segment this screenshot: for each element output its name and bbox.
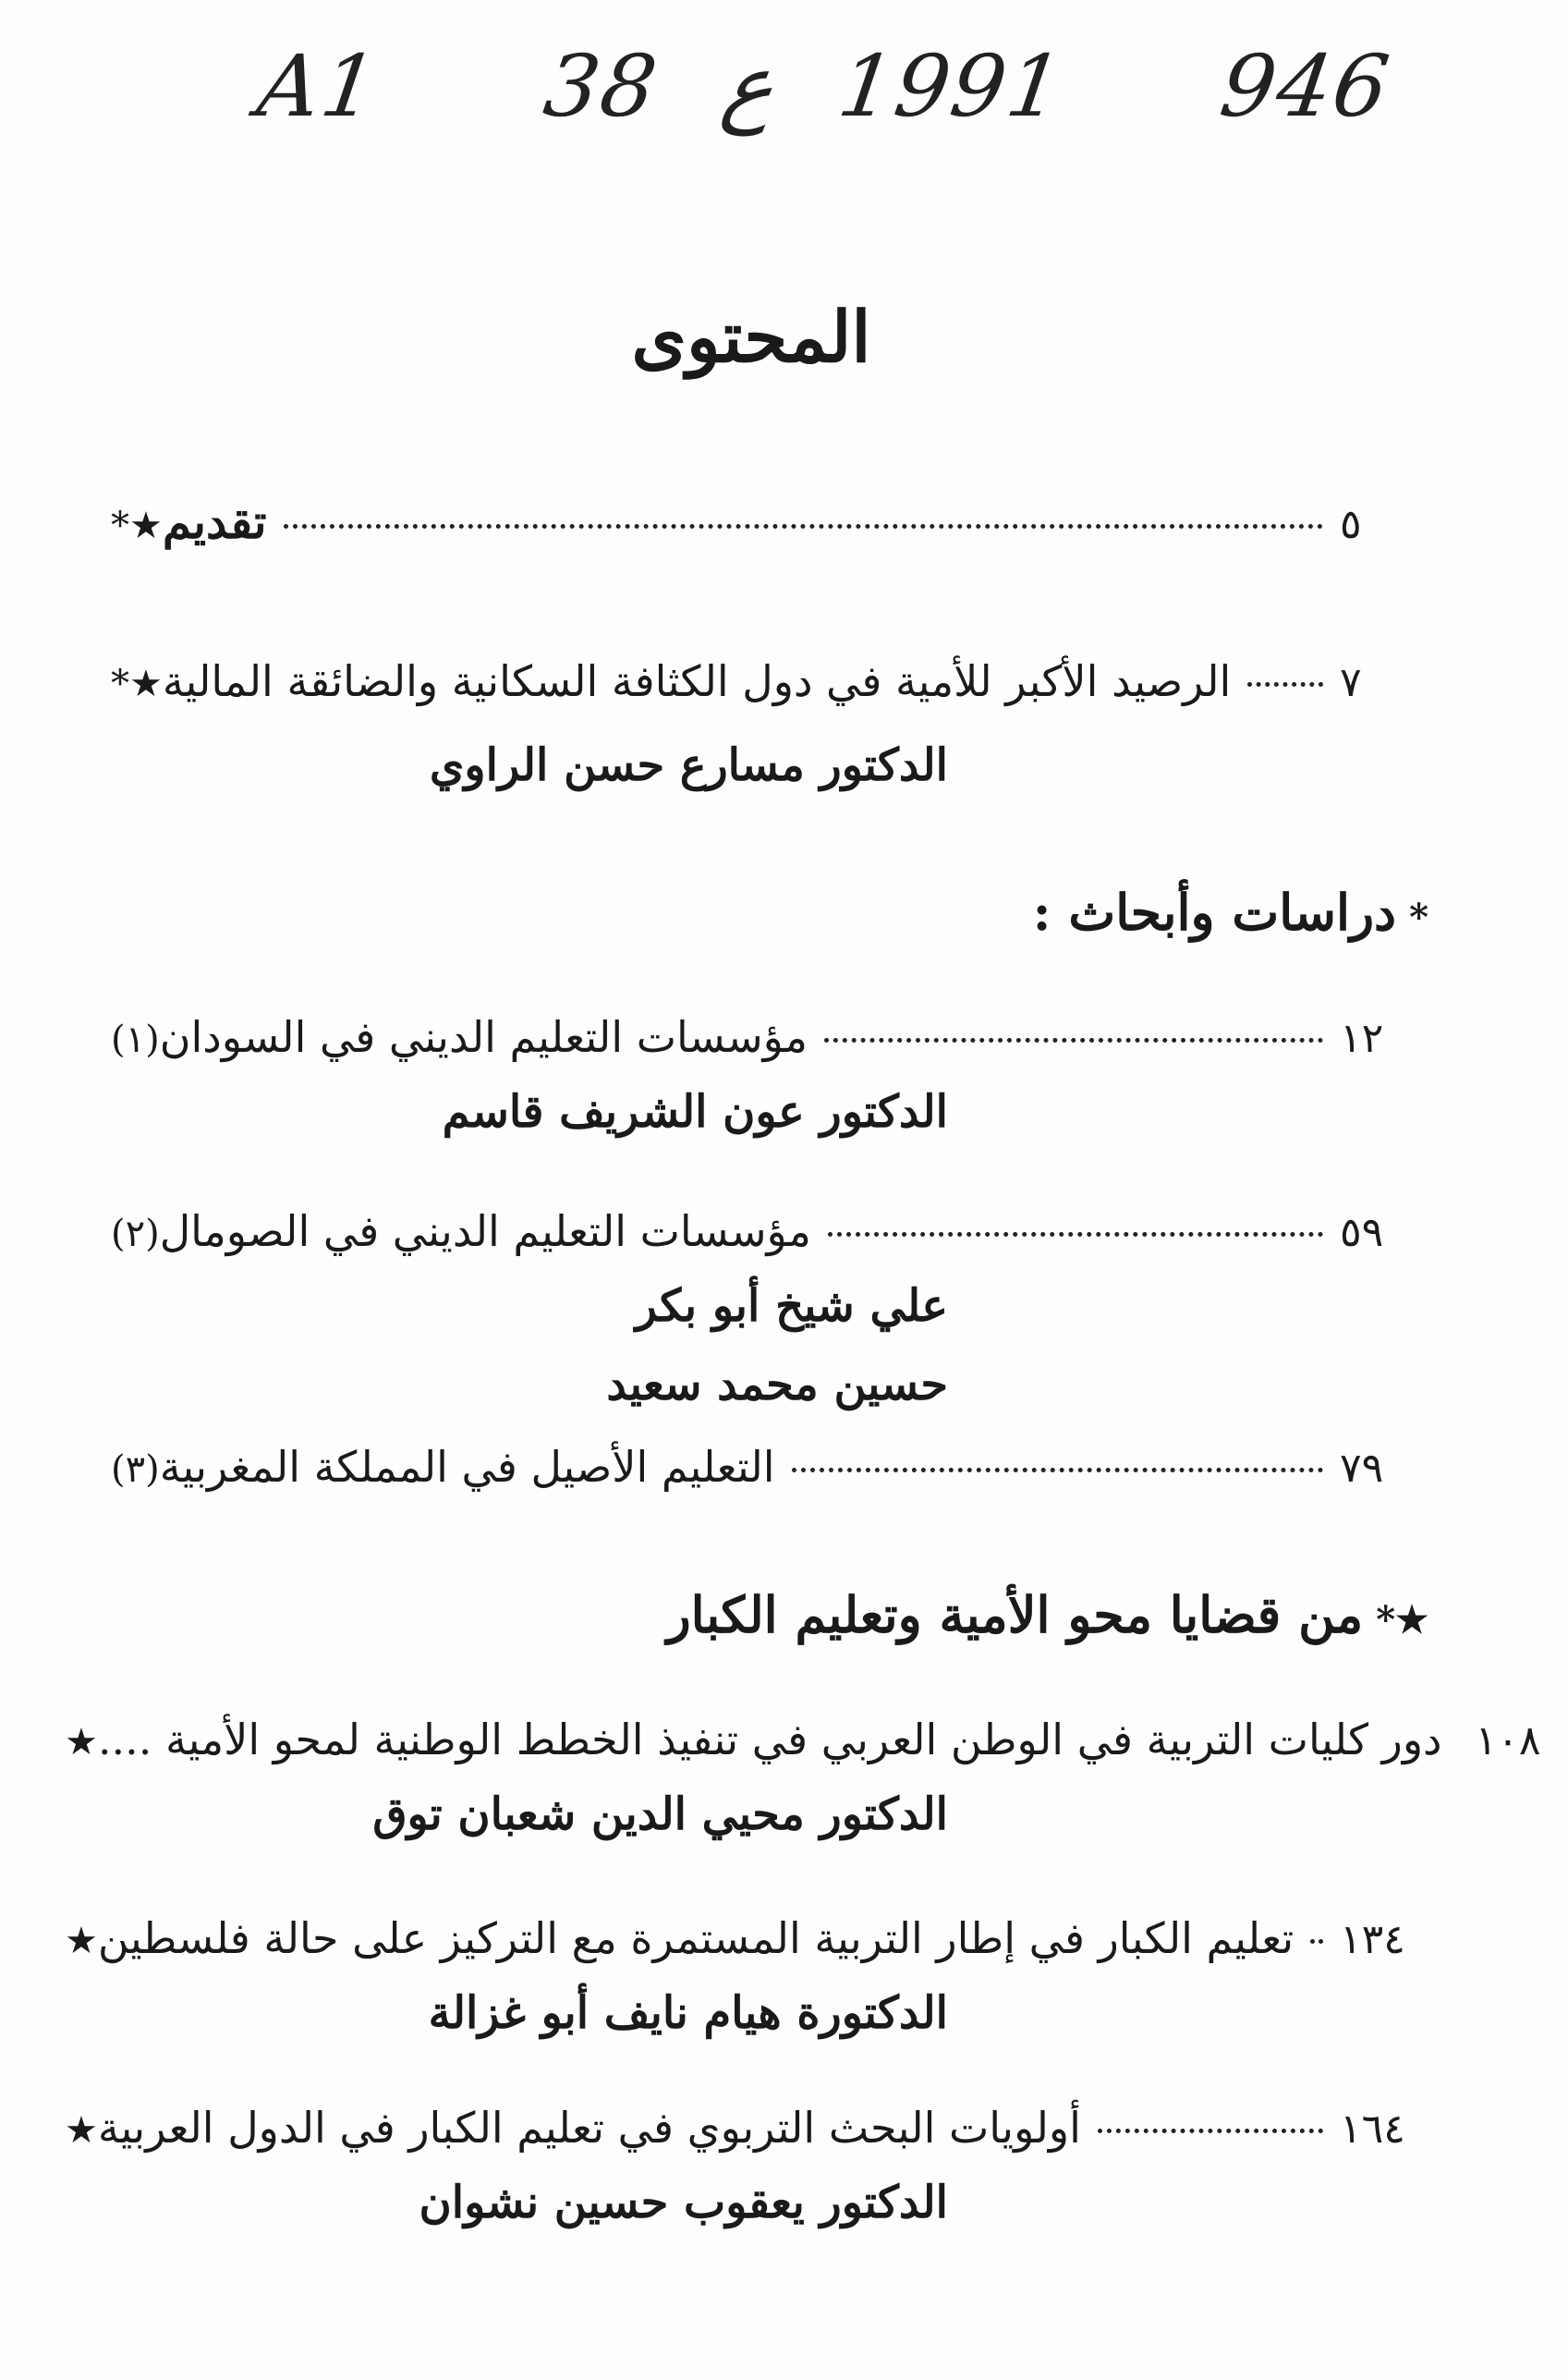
toc-author: الدكتور يعقوب حسين نشوان — [419, 2177, 948, 2228]
star-icon: ★ — [65, 1920, 98, 1962]
section-heading-label: دراسات وأبحاث : — [1032, 883, 1397, 942]
section-heading-label: من قضايا محو الأمية وتعليم الكبار — [666, 1585, 1364, 1644]
page-title: المحتوى — [631, 296, 871, 378]
star-icon: ★* — [111, 505, 163, 547]
toc-entry-label: مؤسسات التعليم الديني في السودان — [159, 1012, 808, 1062]
toc-page-number: ١٦٤ — [1340, 2105, 1405, 2153]
toc-author: الدكتورة هيام نايف أبو غزالة — [428, 1987, 948, 2039]
toc-author: علي شيخ أبو بكر — [635, 1280, 948, 1332]
handwritten-number: 946 — [1214, 37, 1397, 136]
section-heading — [667, 1585, 1428, 1644]
leader-dots — [828, 1232, 1323, 1237]
toc-entry — [102, 1442, 1432, 1492]
toc-page-number: ٧٩ — [1340, 1445, 1384, 1492]
toc-entry — [102, 494, 1432, 549]
toc-entry-label: التعليم الأصيل في المملكة المغربية — [159, 1442, 775, 1492]
toc-page-number: ٥ — [1340, 501, 1362, 548]
section-heading — [1033, 883, 1428, 942]
leader-dots — [792, 1468, 1324, 1472]
toc-entry-number: (٣) — [111, 1448, 160, 1491]
toc-entry — [102, 1206, 1432, 1256]
toc-entry — [55, 2103, 1432, 2153]
toc-entry-label: أولويات البحث التربوي في تعليم الكبار في الدول العربية — [97, 2103, 1081, 2153]
toc-page-number: ٥٩ — [1340, 1209, 1384, 1256]
toc-entry — [102, 656, 1432, 706]
star-icon: ★* — [1376, 1598, 1428, 1642]
handwritten-year: 1991 — [833, 37, 1071, 136]
toc-entry-label: مؤسسات التعليم الديني في الصومال — [159, 1206, 811, 1256]
toc-page-number: ٧ — [1340, 659, 1362, 706]
toc-page-number: ١٠٨ — [1475, 1717, 1541, 1764]
toc-entry-label: دور كليات التربية في الوطن العربي في تنفيذ الخطط الوطنية لمحو الأمية .... — [97, 1715, 1442, 1764]
asterisk-icon: * — [1409, 896, 1428, 939]
toc-entry-label: تقديم — [162, 494, 267, 549]
toc-entry — [55, 1715, 1541, 1764]
leader-dots — [1247, 682, 1323, 687]
toc-author: الدكتور محيي الدين شعبان توق — [372, 1788, 948, 1840]
toc-page-number: ١٣٤ — [1340, 1916, 1405, 1963]
leader-dots — [824, 1038, 1323, 1043]
leader-dots — [284, 524, 1323, 529]
star-icon: ★ — [65, 2109, 98, 2152]
toc-page-number: ١٢ — [1340, 1015, 1384, 1062]
toc-entry-number: (١) — [111, 1019, 160, 1061]
toc-entry — [55, 1913, 1432, 1963]
toc-author: الدكتور مسارع حسن الراوي — [429, 739, 948, 791]
star-icon: ★* — [111, 663, 163, 705]
handwritten-code: A1 — [251, 37, 385, 136]
leader-dots — [1310, 1939, 1323, 1944]
toc-entry — [102, 1012, 1432, 1062]
handwritten-catalog-note — [251, 37, 1396, 136]
star-icon: ★ — [65, 1721, 98, 1764]
handwritten-letter: ع — [716, 37, 781, 136]
leader-dots — [1098, 2129, 1323, 2133]
toc-author: حسين محمد سعيد — [606, 1359, 948, 1410]
toc-author: الدكتور عون الشريف قاسم — [442, 1086, 948, 1138]
handwritten-volume: 38 — [538, 37, 664, 136]
toc-entry-number: (٢) — [111, 1213, 160, 1255]
toc-entry-label: الرصيد الأكبر للأمية في دول الكثافة السكانية والضائقة المالية — [162, 656, 1232, 706]
toc-entry-label: تعليم الكبار في إطار التربية المستمرة مع التركيز على حالة فلسطين — [97, 1913, 1295, 1963]
